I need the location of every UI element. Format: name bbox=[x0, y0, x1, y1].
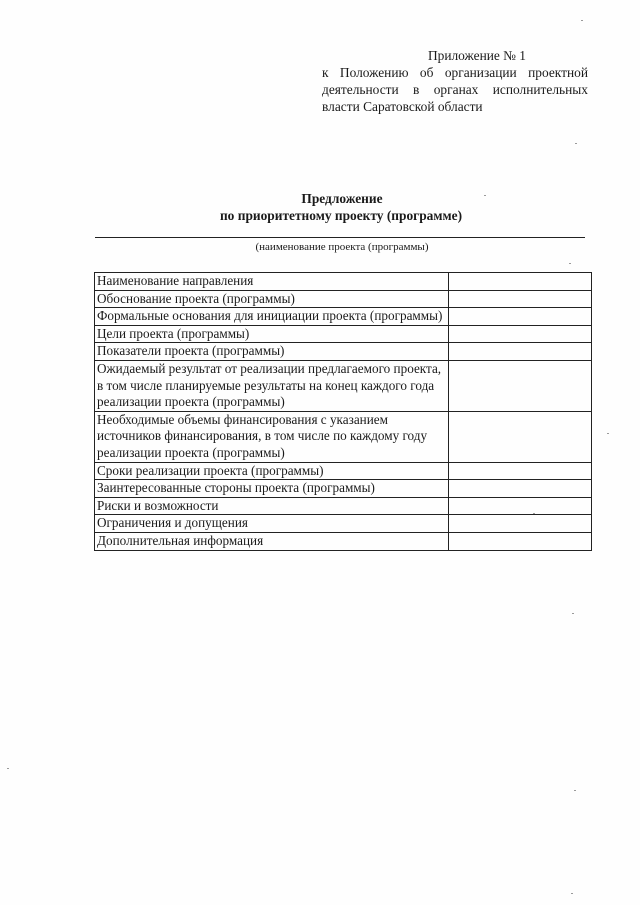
row-label: Ожидаемый результат от реализации предлагаемого проекта, в том числе планируемые результаты на конец каждого года реализации проекта (программы) bbox=[95, 360, 449, 411]
row-label: Необходимые объемы финансирования с указанием источников финансирования, в том числе по каждому году реализации проекта (программы) bbox=[95, 411, 449, 462]
table-row bbox=[95, 480, 592, 498]
table-row bbox=[95, 308, 592, 326]
document-subtitle: по приоритетному проекту (программе) bbox=[219, 208, 463, 223]
project-name-line bbox=[95, 237, 585, 238]
row-value bbox=[449, 343, 592, 361]
row-label: Показатели проекта (программы) bbox=[95, 343, 449, 361]
table-row bbox=[95, 515, 592, 533]
row-value bbox=[449, 462, 592, 480]
row-value bbox=[449, 308, 592, 326]
row-label: Цели проекта (программы) bbox=[95, 325, 449, 343]
scan-speck bbox=[533, 513, 535, 514]
appendix-line: власти Саратовской области bbox=[322, 99, 483, 114]
row-value bbox=[449, 532, 592, 550]
row-value bbox=[449, 515, 592, 533]
document-title: Предложение bbox=[301, 191, 383, 206]
appendix-line: деятельности в органах исполнительных bbox=[322, 82, 588, 97]
row-label: Формальные основания для инициации проекта (программы) bbox=[95, 308, 449, 326]
scan-speck bbox=[572, 613, 574, 614]
table-row bbox=[95, 290, 592, 308]
proposal-table bbox=[94, 272, 592, 551]
table-row bbox=[95, 497, 592, 515]
scan-speck bbox=[574, 790, 576, 791]
scan-speck bbox=[607, 433, 609, 434]
scan-speck bbox=[571, 893, 573, 894]
table-row bbox=[95, 343, 592, 361]
scan-speck bbox=[575, 143, 577, 144]
table-row bbox=[95, 325, 592, 343]
row-value bbox=[449, 411, 592, 462]
row-label: Наименование направления bbox=[95, 273, 449, 291]
scan-speck bbox=[484, 195, 486, 196]
row-label: Дополнительная информация bbox=[95, 532, 449, 550]
row-value bbox=[449, 360, 592, 411]
appendix-title: Приложение № 1 bbox=[427, 48, 527, 63]
scan-speck bbox=[569, 263, 571, 264]
row-value bbox=[449, 480, 592, 498]
appendix-line: к Положению об организации проектной bbox=[322, 65, 588, 80]
row-label: Риски и возможности bbox=[95, 497, 449, 515]
scan-speck bbox=[581, 20, 583, 21]
row-label: Сроки реализации проекта (программы) bbox=[95, 462, 449, 480]
table-row bbox=[95, 462, 592, 480]
row-value bbox=[449, 273, 592, 291]
table-row bbox=[95, 273, 592, 291]
row-label: Заинтересованные стороны проекта (программы) bbox=[95, 480, 449, 498]
row-value bbox=[449, 290, 592, 308]
row-label: Ограничения и допущения bbox=[95, 515, 449, 533]
table-row bbox=[95, 411, 592, 462]
scan-speck bbox=[7, 768, 9, 769]
row-value bbox=[449, 325, 592, 343]
project-name-caption: (наименование проекта (программы) bbox=[255, 241, 429, 253]
table-row bbox=[95, 532, 592, 550]
row-label: Обоснование проекта (программы) bbox=[95, 290, 449, 308]
table-row bbox=[95, 360, 592, 411]
row-value bbox=[449, 497, 592, 515]
appendix-header bbox=[322, 47, 588, 115]
